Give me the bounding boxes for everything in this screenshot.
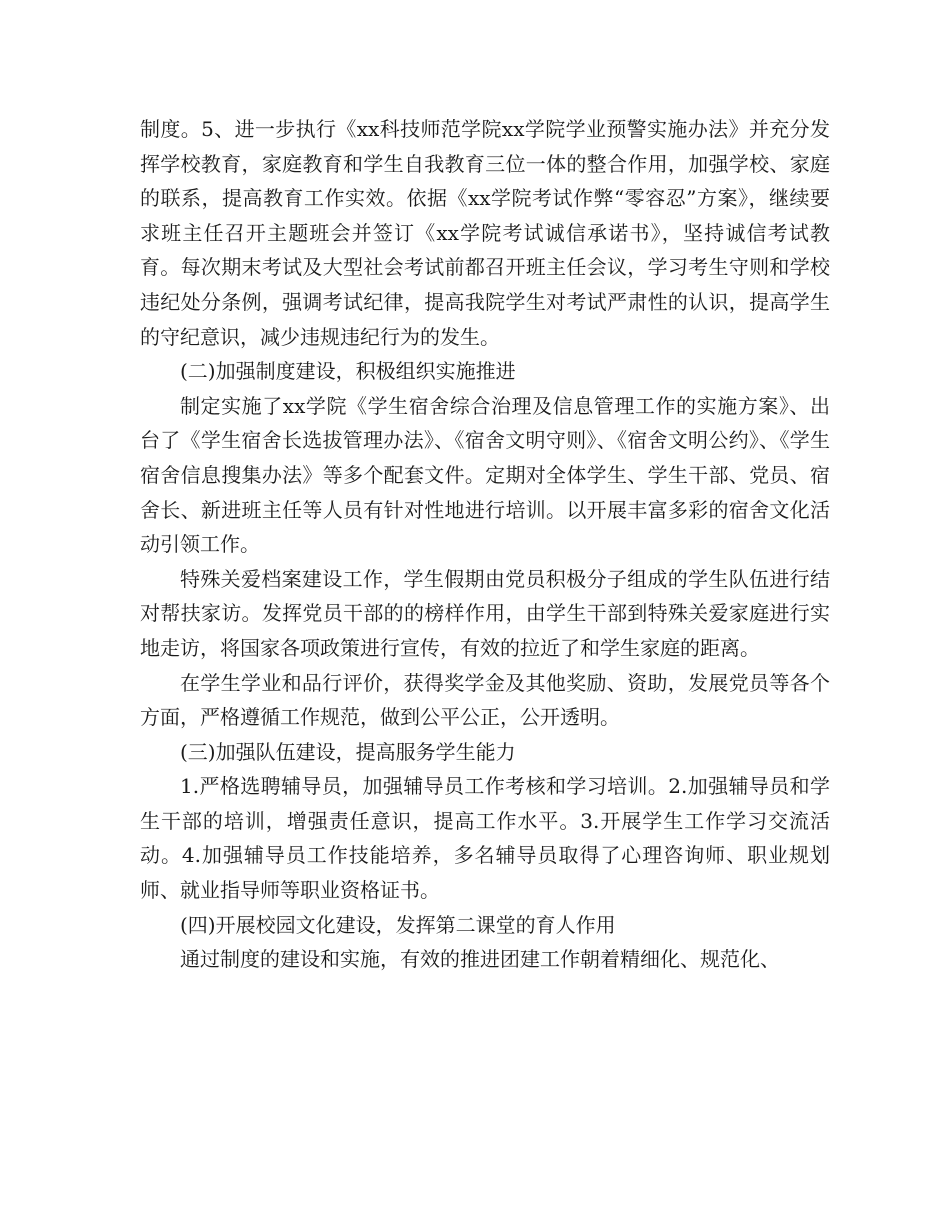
paragraph-exam-integrity: 制度。5、进一步执行《xx科技师范学院xx学院学业预警实施办法》并充分发挥学校教育，家庭教育和学生自我教育三位一体的整合作用，加强学校、家庭的联系，提高教育工作实效。依据《xx学院考试作弊“零容忍”方案》，继续要求班主任召开主题班会并签订《xx学院考试诚信承诺书》，坚持诚信考试教育。每次期末考试及大型社会考试前都召开班主任会议，学习考生守则和学校违纪处分条例，强调考试纪律，提高我院学生对考试严肃性的认识，提高学生的守纪意识，减少违规违纪行为的发生。 — [140, 117, 830, 349]
section-heading-campus-culture: (四)开展校园文化建设，发挥第二课堂的育人作用 — [180, 912, 616, 937]
paragraph-league-building: 通过制度的建设和实施，有效的推进团建工作朝着精细化、规范化、 — [180, 947, 780, 972]
section-heading-system-building: (二)加强制度建设，积极组织实施推进 — [180, 359, 516, 384]
section-heading-team-building: (三)加强队伍建设，提高服务学生能力 — [180, 739, 516, 764]
paragraph-dormitory-management: 制定实施了xx学院《学生宿舍综合治理及信息管理工作的实施方案》、出台了《学生宿舍长选拔管理办法》、《宿舍文明守则》、《宿舍文明公约》、《学生宿舍信息搜集办法》等多个配套文件。定期对全体学生、学生干部、党员、宿舍长、新进班主任等人员有针对性地进行培训。以开展丰富多彩的宿舍文化活动引领工作。 — [140, 393, 830, 557]
paragraph-fair-evaluation: 在学生学业和品行评价，获得奖学金及其他奖励、资助，发展党员等各个方面，严格遵循工作规范，做到公平公正，公开透明。 — [140, 670, 830, 730]
paragraph-counselor-training: 1.严格选聘辅导员，加强辅导员工作考核和学习培训。2.加强辅导员和学生干部的培训，增强责任意识，提高工作水平。3.开展学生工作学习交流活动。4.加强辅导员工作技能培养，多名辅导员取得了心理咨询师、职业规划师、就业指导师等职业资格证书。 — [140, 774, 830, 903]
paragraph-special-care-archives: 特殊关爱档案建设工作，学生假期由党员积极分子组成的学生队伍进行结对帮扶家访。发挥党员干部的的榜样作用，由学生干部到特殊关爱家庭进行实地走访，将国家各项政策进行宣传，有效的拉近了和学生家庭的距离。 — [140, 566, 830, 660]
document-body — [140, 112, 830, 977]
